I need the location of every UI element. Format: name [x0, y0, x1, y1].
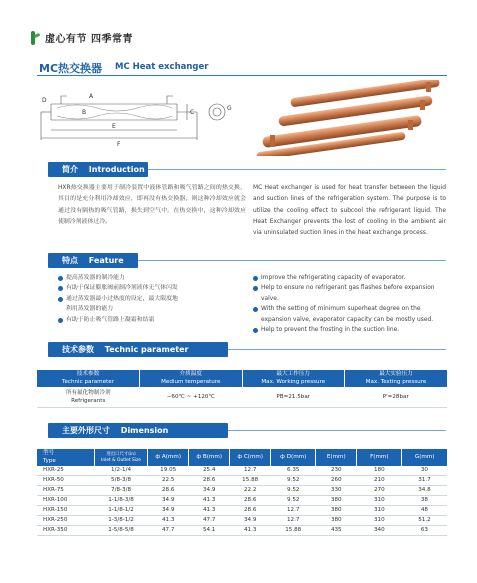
feature-item-en: Help to prevent the frosting in the suction line. — [253, 325, 448, 335]
dim-cell-e: 380 — [316, 496, 357, 506]
feature-item-en: Help to ensure no refrigerant gas flashes before expansion — [253, 283, 448, 293]
dim-header-f: F(mm) — [357, 449, 402, 466]
tech-refrigerants-cell: 所有氟化物制冷剂 Refrigerants — [37, 387, 140, 408]
diagram-label-b: B — [82, 109, 87, 116]
feature-item-cn: 通过蒸发器最小过热度的设定，最大限度地 — [58, 294, 246, 304]
table-row — [37, 506, 447, 516]
dim-cell-c: 41.3 — [230, 526, 271, 536]
feature-title-en: Feature — [88, 256, 124, 265]
feature-divider — [138, 260, 446, 261]
dim-cell-type: HXR-75 — [37, 486, 94, 496]
tech-header: 最大工作压力 Max. Working pressure — [242, 370, 345, 387]
dim-cell-f: 310 — [357, 516, 402, 526]
dim-cell-a: 19.05 — [148, 466, 189, 476]
feature-item-en: With the setting of minimum superheat degree on the — [253, 304, 448, 314]
dim-cell-io: 1/2-1/4 — [94, 466, 147, 476]
dim-cell-a: 47.7 — [148, 526, 189, 536]
feature-item-cn: 有助于防止吸气管路上凝霜和结霜 — [58, 315, 246, 325]
dim-cell-io: 7/8-3/8 — [94, 486, 147, 496]
tech-title-en: Technic parameter — [104, 345, 189, 354]
dim-cell-g: 38 — [402, 496, 447, 506]
dimension-heading — [48, 423, 228, 438]
dim-cell-d: 6.35 — [271, 466, 316, 476]
dim-cell-type: HXR-100 — [37, 496, 94, 506]
dimension-table-body — [37, 466, 447, 536]
dim-cell-b: 34.9 — [189, 486, 230, 496]
tech-heading — [48, 342, 228, 357]
dim-cell-a: 34.9 — [148, 496, 189, 506]
dimension-header-row — [37, 449, 447, 466]
dim-cell-type: HXR-25 — [37, 466, 94, 476]
dim-cell-io: 1-1/8-1/2 — [94, 506, 147, 516]
diagram-label-d: D — [42, 97, 47, 104]
diagram-label-g: G — [227, 105, 232, 112]
technical-drawing — [37, 84, 242, 152]
dim-cell-e: 380 — [316, 506, 357, 516]
tech-divider — [228, 349, 446, 350]
bullet-icon — [253, 328, 258, 333]
table-row — [37, 516, 447, 526]
table-row — [37, 486, 447, 496]
feature-item-cn: 提高蒸发器的制冷能力 — [58, 273, 246, 283]
feature-list-en — [253, 273, 448, 335]
intro-heading — [48, 162, 148, 177]
table-row — [37, 526, 447, 536]
dim-cell-f: 310 — [357, 496, 402, 506]
table-row — [37, 466, 447, 476]
dimension-divider — [228, 430, 446, 431]
dim-cell-d: 9.52 — [271, 486, 316, 496]
dim-cell-c: 34.9 — [230, 516, 271, 526]
dim-cell-b: 54.1 — [189, 526, 230, 536]
dim-cell-a: 34.9 — [148, 506, 189, 516]
diagram-label-a: A — [89, 93, 94, 100]
dim-header-type: 型号 Type — [37, 449, 94, 466]
dim-cell-d: 9.52 — [271, 496, 316, 506]
dim-header-b: ф B(mm) — [189, 449, 230, 466]
bullet-icon — [253, 286, 258, 291]
intro-title-cn: 简介 — [62, 165, 78, 174]
page-title-cn: MC热交换器 — [39, 62, 103, 75]
intro-text-en: MC Heat exchanger is used for heat transfer between the liquid and suction lines of the refrigeration system. The purpose is to utilize the cooling effect to subcool the refrigerant liquid. The Heat Exchanger prevents the lost of cooling in the ambient air via uninsulated suction lines in the heat exchange process. — [253, 185, 446, 237]
dim-cell-g: 30 — [402, 466, 447, 476]
table-row — [37, 387, 447, 408]
dim-cell-b: 47.7 — [189, 516, 230, 526]
dim-cell-g: 51.2 — [402, 516, 447, 526]
dim-cell-f: 210 — [357, 476, 402, 486]
page-title-en: MC Heat exchanger — [115, 62, 209, 72]
dim-cell-io: 1-3/8-1/2 — [94, 516, 147, 526]
diagram-label-c: C — [190, 109, 195, 116]
dim-cell-g: 48 — [402, 506, 447, 516]
dim-cell-io: 1-1/8-3/8 — [94, 496, 147, 506]
dim-cell-d: 12.7 — [271, 516, 316, 526]
product-photo — [250, 80, 448, 156]
feature-item-cn-cont: 利用蒸发器的能力 — [66, 306, 114, 313]
tech-header: 技术参数 Technic parameter — [37, 370, 140, 387]
dim-header-e: E(mm) — [316, 449, 357, 466]
dim-cell-f: 180 — [357, 466, 402, 476]
dim-cell-c: 12.7 — [230, 466, 271, 476]
dim-header-c: ф C(mm) — [230, 449, 271, 466]
dim-cell-b: 41.3 — [189, 506, 230, 516]
dimension-table — [37, 449, 447, 536]
dim-cell-d: 15.88 — [271, 526, 316, 536]
dim-cell-e: 260 — [316, 476, 357, 486]
bullet-icon — [253, 307, 258, 312]
dim-cell-g: 34.8 — [402, 486, 447, 496]
dim-cell-e: 380 — [316, 516, 357, 526]
bullet-icon — [253, 276, 258, 281]
dim-header-g: G(mm) — [402, 449, 447, 466]
dim-cell-d: 12.7 — [271, 506, 316, 516]
dim-cell-e: 435 — [316, 526, 357, 536]
page-title-row — [37, 60, 447, 76]
banner-slogan: 虚心有节 四季常青 — [45, 34, 133, 45]
bamboo-icon — [30, 31, 40, 45]
dim-cell-type: HXR-350 — [37, 526, 94, 536]
dim-cell-b: 41.3 — [189, 496, 230, 506]
feature-heading — [48, 253, 138, 268]
feature-item-cn: 有助于保证膨胀阀前制冷剂液体无气体闪发 — [58, 283, 246, 293]
dim-cell-f: 310 — [357, 506, 402, 516]
dim-header-d: ф D(mm) — [271, 449, 316, 466]
dim-header-a: ф A(mm) — [148, 449, 189, 466]
dim-cell-g: 31.7 — [402, 476, 447, 486]
dim-cell-a: 41.3 — [148, 516, 189, 526]
dim-cell-b: 25.4 — [189, 466, 230, 476]
dim-cell-c: 22.2 — [230, 486, 271, 496]
tech-header: 最大实验压力 Max. Testing pressure — [345, 370, 448, 387]
dim-cell-g: 63 — [402, 526, 447, 536]
tech-test-pressure-cell: P'=28bar — [345, 387, 448, 408]
dim-cell-e: 330 — [316, 486, 357, 496]
dim-cell-a: 28.6 — [148, 486, 189, 496]
dim-cell-type: HXR-50 — [37, 476, 94, 486]
dim-cell-io: 5/8-3/8 — [94, 476, 147, 486]
banner — [30, 30, 133, 45]
tech-parameter-table — [37, 370, 447, 408]
dim-cell-f: 340 — [357, 526, 402, 536]
dim-cell-type: HXR-150 — [37, 506, 94, 516]
tech-header: 介质温度 Medium temperature — [140, 370, 243, 387]
diagram-label-f: F — [117, 141, 121, 148]
intro-divider — [148, 169, 446, 170]
table-row — [37, 496, 447, 506]
bullet-icon — [58, 318, 63, 323]
tech-temp-cell: −60℃ ~ +120℃ — [140, 387, 243, 408]
dim-cell-b: 28.6 — [189, 476, 230, 486]
feature-item-en: Improve the refrigerating capacity of evaporator. — [253, 273, 448, 283]
feature-item-en-cont: valve. — [261, 295, 279, 302]
dim-cell-e: 230 — [316, 466, 357, 476]
intro-text-cn: HXR热交换器主要用于制冷装置中液体管路和吸气管路之间的热交换，其目的是充分利用冷却效应，即再没有热交换器，则这种冷却效应就会通过没有隔热的吸气管路，损失到空气中。在热交换中，这种冷却效应使制冷剂液体过冷。 — [58, 185, 246, 225]
dim-cell-c: 28.6 — [230, 506, 271, 516]
dim-cell-a: 22.5 — [148, 476, 189, 486]
feature-item-en-cont: expansion valve, evaporator capacity can be mostly used. — [261, 316, 434, 323]
dim-cell-type: HXR-250 — [37, 516, 94, 526]
table-row — [37, 476, 447, 486]
feature-title-cn: 特点 — [62, 256, 78, 265]
intro-title-en: Introduction — [88, 165, 145, 174]
dim-cell-f: 270 — [357, 486, 402, 496]
bullet-icon — [58, 276, 63, 281]
tech-title-cn: 技术参数 — [62, 345, 94, 354]
tech-header-row — [37, 370, 447, 387]
bullet-icon — [58, 297, 63, 302]
feature-list-cn — [58, 273, 246, 325]
dim-cell-io: 1-5/8-5/8 — [94, 526, 147, 536]
dim-cell-c: 15.88 — [230, 476, 271, 486]
dimension-title-en: Dimension — [120, 426, 169, 435]
dimension-title-cn: 主要外形尺寸 — [62, 426, 110, 435]
dim-header-io: 进出口尺寸(in) Inlet & Outlet Size — [94, 449, 147, 466]
tech-work-pressure-cell: PB=21.5bar — [242, 387, 345, 408]
diagram-label-e: E — [112, 123, 116, 130]
dim-cell-c: 28.6 — [230, 496, 271, 506]
dim-cell-d: 9.52 — [271, 476, 316, 486]
bullet-icon — [58, 286, 63, 291]
